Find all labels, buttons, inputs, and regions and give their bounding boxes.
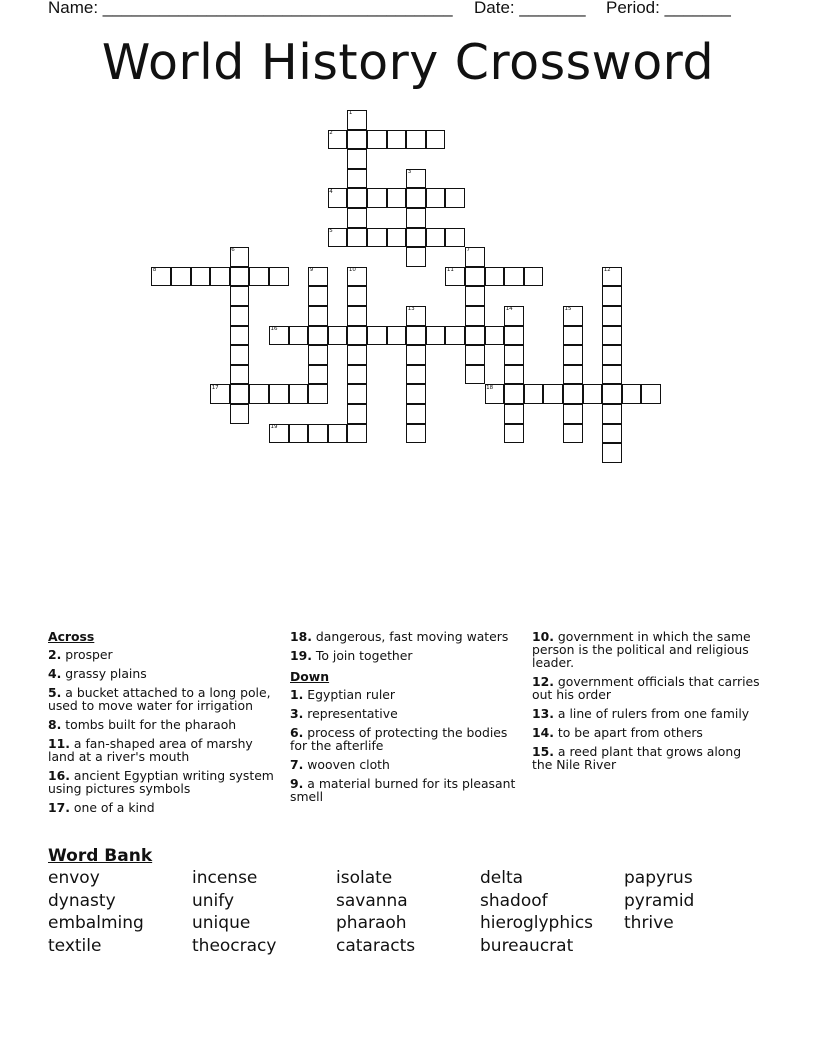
word-bank-item: delta <box>480 868 524 888</box>
cell-number: 5 <box>329 227 333 234</box>
crossword-cell[interactable] <box>465 306 485 326</box>
crossword-cell[interactable] <box>465 326 485 346</box>
clue-across-5: 5. a bucket attached to a long pole, used to move water for irrigation <box>48 685 271 713</box>
crossword-cell[interactable] <box>191 267 211 287</box>
word-bank-item: hieroglyphics <box>480 913 594 933</box>
crossword-cell[interactable] <box>602 306 622 326</box>
clues-column-2 <box>290 630 526 809</box>
crossword-cell[interactable] <box>426 188 446 208</box>
clue-down-7: 7. wooven cloth <box>290 757 390 772</box>
crossword-cell[interactable] <box>347 365 367 385</box>
crossword-cell[interactable] <box>387 130 407 150</box>
cell-number: 6 <box>231 247 235 254</box>
crossword-cell[interactable] <box>289 424 309 444</box>
clue-down-6: 6. process of protecting the bodies for the afterlife <box>290 725 508 753</box>
crossword-cell[interactable] <box>406 208 426 228</box>
word-bank-item: isolate <box>336 868 393 888</box>
clue-across-17: 17. one of a kind <box>48 800 155 815</box>
crossword-cell[interactable] <box>406 188 426 208</box>
crossword-cell[interactable] <box>230 267 250 287</box>
crossword-cell[interactable] <box>622 384 642 404</box>
crossword-cell[interactable] <box>426 130 446 150</box>
crossword-cell[interactable] <box>269 267 289 287</box>
crossword-cell[interactable] <box>602 404 622 424</box>
cell-number: 2 <box>329 129 333 136</box>
word-bank-item: savanna <box>336 890 408 911</box>
crossword-cell[interactable] <box>543 384 563 404</box>
word-bank-item: theocracy <box>192 935 277 956</box>
clue-down-15: 15. a reed plant that grows along the Nile River <box>532 744 742 772</box>
cell-number: 19 <box>270 423 278 430</box>
crossword-cell[interactable] <box>308 306 328 326</box>
clue-down-1: 1. Egyptian ruler <box>290 687 395 702</box>
crossword-cell[interactable] <box>347 306 367 326</box>
word-bank-item: unique <box>192 913 251 933</box>
crossword-cell[interactable] <box>504 384 524 404</box>
crossword-cell[interactable] <box>406 326 426 346</box>
crossword-cell[interactable] <box>347 169 367 189</box>
crossword-cell[interactable] <box>230 306 250 326</box>
cell-number: 12 <box>603 267 611 273</box>
crossword-cell[interactable] <box>387 326 407 346</box>
crossword-cell[interactable] <box>406 130 426 150</box>
crossword-cell[interactable] <box>524 267 544 287</box>
crossword-cell[interactable] <box>602 384 622 404</box>
crossword-cell[interactable] <box>230 326 250 346</box>
crossword-cell[interactable] <box>563 384 583 404</box>
clues-column-1 <box>48 630 276 820</box>
clue-down-10: 10. government in which the same person is the political and religious leader. <box>532 629 751 670</box>
clue-across-2: 2. prosper <box>48 647 113 662</box>
crossword-cell[interactable] <box>602 443 622 463</box>
crossword-cell[interactable] <box>465 267 485 287</box>
word-bank-item: shadoof <box>480 890 548 911</box>
period-field[interactable]: Period: _______ <box>606 0 731 17</box>
cell-number: 11 <box>446 267 454 273</box>
word-bank-item: embalming <box>48 913 144 933</box>
crossword-cell[interactable] <box>406 365 426 385</box>
crossword-cell[interactable] <box>504 267 524 287</box>
crossword-cell[interactable] <box>485 326 505 346</box>
crossword-cell[interactable] <box>289 326 309 346</box>
crossword-cell[interactable] <box>230 404 250 424</box>
crossword-cell[interactable] <box>465 286 485 306</box>
crossword-cell[interactable] <box>387 188 407 208</box>
crossword-cell[interactable] <box>445 228 465 248</box>
crossword-cell[interactable] <box>347 404 367 424</box>
crossword-cell[interactable] <box>347 149 367 169</box>
crossword-cell[interactable] <box>308 424 328 444</box>
page-title: World History Crossword <box>101 34 715 91</box>
crossword-cell[interactable] <box>308 326 328 346</box>
crossword-cell[interactable] <box>504 326 524 346</box>
crossword-cell[interactable] <box>347 188 367 208</box>
crossword-cell[interactable] <box>465 365 485 385</box>
word-bank-item: incense <box>192 868 258 888</box>
word-bank-item: bureaucrat <box>480 935 574 956</box>
crossword-cell[interactable] <box>328 424 348 444</box>
crossword-cell[interactable] <box>230 345 250 365</box>
name-field[interactable]: Name: _____________________________________ <box>48 0 453 17</box>
crossword-cell[interactable] <box>347 326 367 346</box>
date-field[interactable]: Date: _______ <box>474 0 586 17</box>
clue-across-4: 4. grassy plains <box>48 666 147 681</box>
word-bank-item: pyramid <box>624 890 695 911</box>
clue-down-14: 14. to be apart from others <box>532 725 703 740</box>
clue-down-13: 13. a line of rulers from one family <box>532 706 750 721</box>
clue-across-11: 11. a fan-shaped area of marshy land at a river's mouth <box>48 736 253 764</box>
word-bank <box>48 868 778 958</box>
crossword-cell[interactable] <box>563 326 583 346</box>
crossword-cell[interactable] <box>602 286 622 306</box>
crossword-cell[interactable] <box>230 384 250 404</box>
word-bank-item: dynasty <box>48 890 116 911</box>
crossword-cell[interactable] <box>347 228 367 248</box>
crossword-cell[interactable] <box>504 424 524 444</box>
crossword-cell[interactable] <box>269 384 289 404</box>
clues-column-3 <box>532 630 764 777</box>
crossword-cell[interactable] <box>602 326 622 346</box>
crossword-cell[interactable] <box>308 345 328 365</box>
cell-number: 8 <box>152 267 157 273</box>
cell-number: 16 <box>270 325 278 332</box>
crossword-cell[interactable] <box>563 345 583 365</box>
clue-across-18: 18. dangerous, fast moving waters <box>290 629 509 644</box>
crossword-cell[interactable] <box>367 188 387 208</box>
crossword-cell[interactable] <box>524 384 544 404</box>
crossword-cell[interactable] <box>347 130 367 150</box>
crossword-cell[interactable] <box>347 384 367 404</box>
crossword-cell[interactable] <box>504 404 524 424</box>
crossword-cell[interactable] <box>347 286 367 306</box>
crossword-cell[interactable] <box>210 267 230 287</box>
crossword-cell[interactable] <box>347 345 367 365</box>
clue-across-16: 16. ancient Egyptian writing system using pictures symbols <box>48 768 274 796</box>
crossword-cell[interactable] <box>426 326 446 346</box>
across-heading: Across <box>48 629 95 644</box>
crossword-cell[interactable] <box>602 424 622 444</box>
crossword-cell[interactable] <box>289 384 309 404</box>
crossword-cell[interactable] <box>426 228 446 248</box>
crossword-cell[interactable] <box>406 424 426 444</box>
clue-down-3: 3. representative <box>290 706 398 721</box>
crossword-cell[interactable] <box>602 365 622 385</box>
crossword-cell[interactable] <box>504 365 524 385</box>
crossword-cell[interactable] <box>563 424 583 444</box>
clue-across-8: 8. tombs built for the pharaoh <box>48 717 237 732</box>
crossword-cell[interactable] <box>387 228 407 248</box>
crossword-cell[interactable] <box>367 228 387 248</box>
crossword-cell[interactable] <box>230 286 250 306</box>
cell-number: 18 <box>486 384 494 391</box>
crossword-cell[interactable] <box>485 267 505 287</box>
crossword-cell[interactable] <box>406 384 426 404</box>
crossword-cell[interactable] <box>563 365 583 385</box>
word-bank-item: unify <box>192 890 235 911</box>
crossword-cell[interactable] <box>367 130 387 150</box>
word-bank-title: Word Bank <box>48 846 153 866</box>
cell-number: 13 <box>407 306 415 313</box>
cell-number: 17 <box>211 384 219 391</box>
cell-number: 9 <box>309 267 314 273</box>
crossword-cell[interactable] <box>445 326 465 346</box>
crossword-cell[interactable] <box>171 267 191 287</box>
crossword-cell[interactable] <box>308 365 328 385</box>
clue-down-9: 9. a material burned for its pleasant smell <box>290 776 516 804</box>
word-bank-item: textile <box>48 935 102 956</box>
down-heading: Down <box>290 669 330 684</box>
word-bank-item: envoy <box>48 868 100 888</box>
word-bank-item: cataracts <box>336 935 416 956</box>
crossword-cell[interactable] <box>465 345 485 365</box>
crossword-cell[interactable] <box>602 345 622 365</box>
clue-across-19: 19. To join together <box>290 648 413 663</box>
clue-down-12: 12. government officials that carries out his order <box>532 674 760 702</box>
crossword-cell[interactable] <box>406 228 426 248</box>
cell-number: 15 <box>564 306 572 313</box>
crossword-cell[interactable] <box>504 345 524 365</box>
crossword-cell[interactable] <box>230 365 250 385</box>
crossword-cell[interactable] <box>347 208 367 228</box>
cell-number: 10 <box>348 267 356 273</box>
crossword-cell[interactable] <box>249 267 269 287</box>
crossword-cell[interactable] <box>308 286 328 306</box>
cell-number: 14 <box>505 306 513 313</box>
crossword-cell[interactable] <box>328 326 348 346</box>
cell-number: 1 <box>348 110 353 117</box>
crossword-cell[interactable] <box>406 247 426 267</box>
crossword-cell[interactable] <box>583 384 603 404</box>
cell-number: 3 <box>407 169 412 175</box>
word-bank-item: pharaoh <box>336 913 407 933</box>
crossword-cell[interactable] <box>641 384 661 404</box>
cell-number: 7 <box>466 247 470 254</box>
crossword-cell[interactable] <box>367 326 387 346</box>
word-bank-item: papyrus <box>624 868 693 888</box>
crossword-cell[interactable] <box>347 424 367 444</box>
crossword-cell[interactable] <box>406 404 426 424</box>
crossword-cell[interactable] <box>563 404 583 424</box>
crossword-cell[interactable] <box>445 188 465 208</box>
word-bank-item: thrive <box>624 913 674 933</box>
crossword-cell[interactable] <box>406 345 426 365</box>
crossword-cell[interactable] <box>308 384 328 404</box>
cell-number: 4 <box>329 188 333 195</box>
crossword-cell[interactable] <box>249 384 269 404</box>
